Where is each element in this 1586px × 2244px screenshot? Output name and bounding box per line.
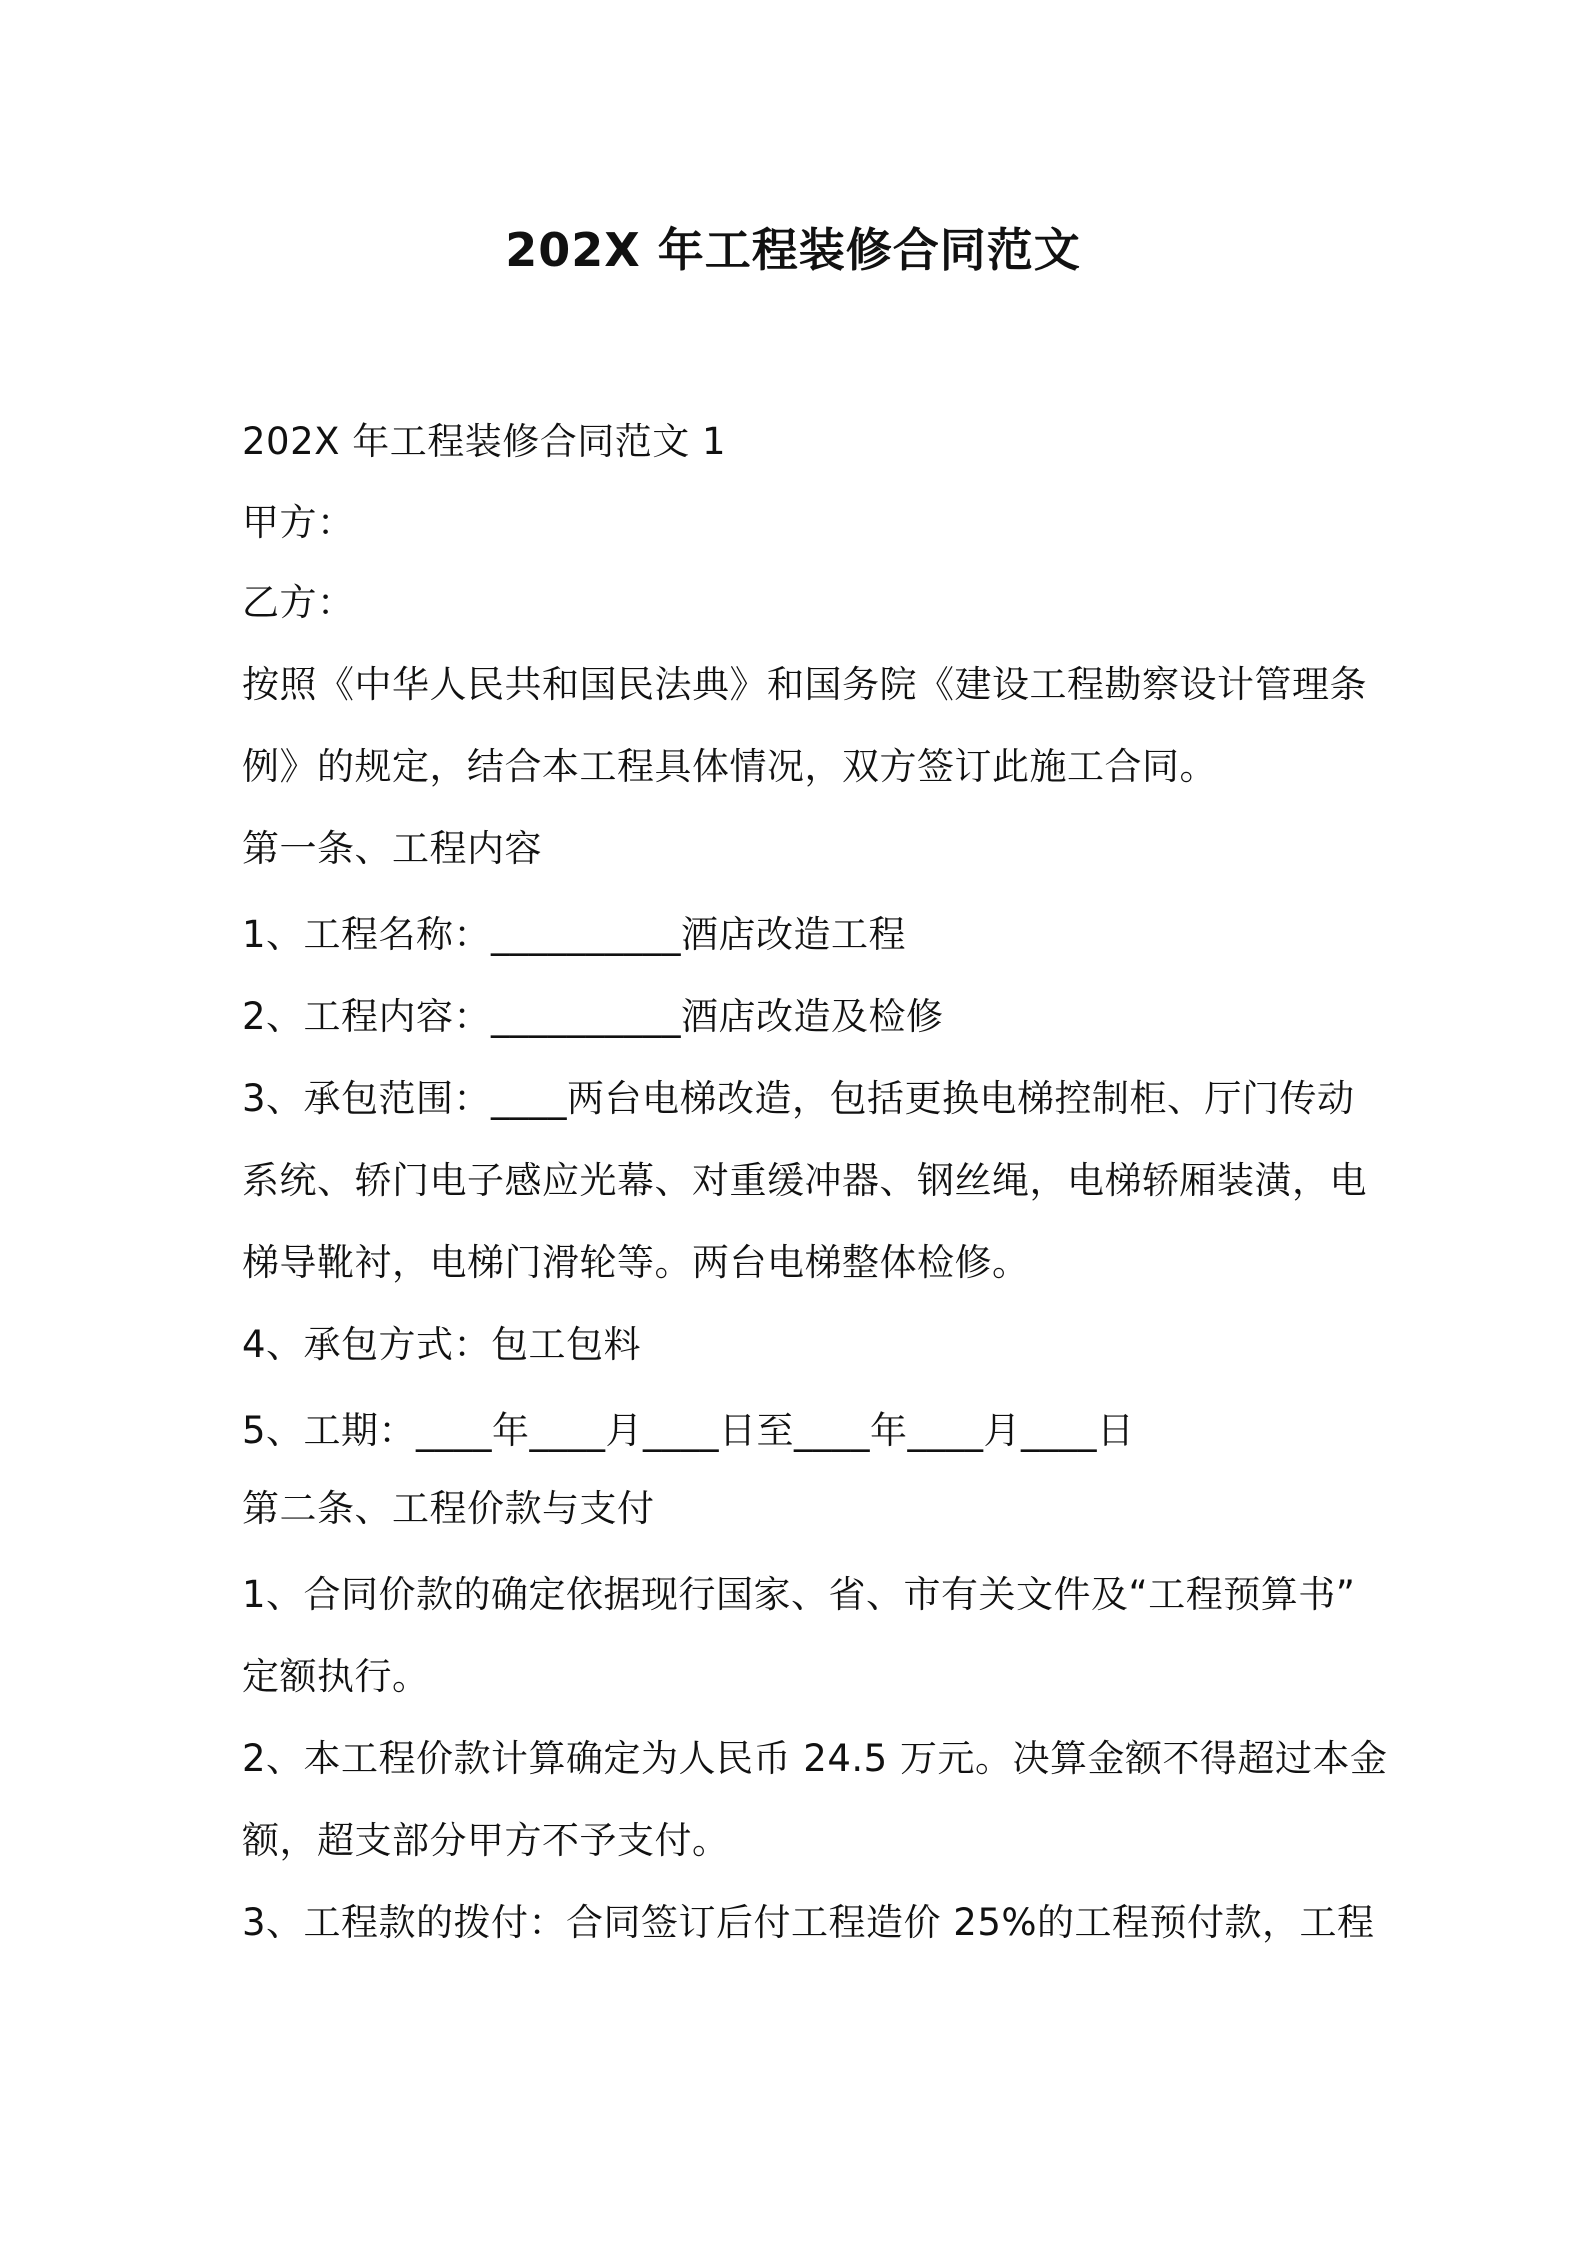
list-item: 5、工期：____年____月____日至____年____月____日	[242, 1409, 1135, 1452]
list-item: 2、本工程价款计算确定为人民币 24.5 万元。决算金额不得超过本金	[242, 1737, 1388, 1780]
paragraph-line: 系统、轿门电子感应光幕、对重缓冲器、钢丝绳，电梯轿厢装潢，电	[242, 1159, 1367, 1202]
party-b-line: 乙方：	[242, 581, 355, 624]
paragraph-line: 额，超支部分甲方不予支付。	[242, 1819, 730, 1862]
list-item: 4、承包方式：包工包料	[242, 1323, 642, 1366]
paragraph-line: 例》的规定，结合本工程具体情况，双方签订此施工合同。	[242, 745, 1217, 788]
article-heading: 第一条、工程内容	[242, 827, 542, 870]
paragraph-line: 梯导靴衬，电梯门滑轮等。两台电梯整体检修。	[242, 1241, 1030, 1284]
paragraph-line: 按照《中华人民共和国民法典》和国务院《建设工程勘察设计管理条	[242, 663, 1367, 706]
paragraph-line: 定额执行。	[242, 1655, 430, 1698]
list-item: 1、工程名称：__________酒店改造工程	[242, 913, 907, 956]
document-title: 202X 年工程装修合同范文	[505, 223, 1081, 277]
list-item: 1、合同价款的确定依据现行国家、省、市有关文件及“工程预算书”	[242, 1573, 1356, 1616]
section-heading: 202X 年工程装修合同范文 1	[242, 420, 727, 463]
party-a-line: 甲方：	[242, 501, 355, 544]
list-item: 3、承包范围：____两台电梯改造，包括更换电梯控制柜、厅门传动	[242, 1077, 1355, 1120]
list-item: 2、工程内容：__________酒店改造及检修	[242, 995, 944, 1038]
article-heading: 第二条、工程价款与支付	[242, 1487, 655, 1530]
list-item: 3、工程款的拨付：合同签订后付工程造价 25%的工程预付款，工程	[242, 1901, 1375, 1944]
